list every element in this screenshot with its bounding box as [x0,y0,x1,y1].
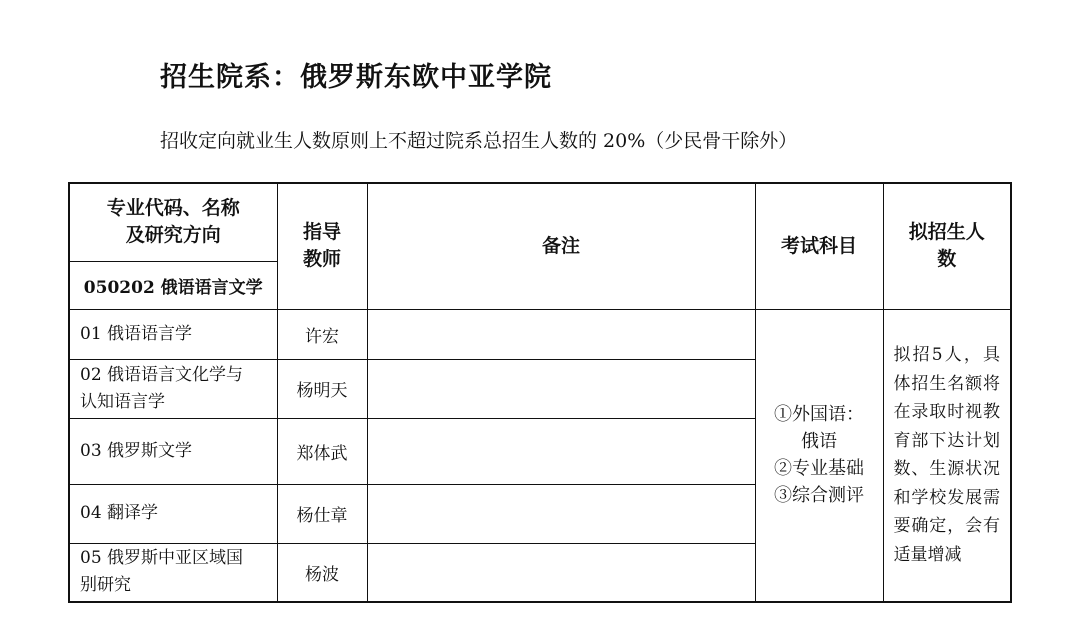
major-code-name: 050202 俄语语言文学 [69,261,277,309]
direction-cell: 05 俄罗斯中亚区域国 别研究 [69,543,277,602]
admission-table [68,182,1012,603]
direction-cell: 04 翻译学 [69,484,277,543]
remark-cell [367,543,755,602]
header-advisor-label: 指导 教师 [302,221,341,271]
advisor-cell: 杨仕章 [277,484,367,543]
header-major-direction [69,183,277,261]
direction-cell: 02 俄语语言文化学与 认知语言学 [69,359,277,418]
page-title: 招生院系：俄罗斯东欧中亚学院 [160,62,552,93]
remark-cell [367,484,755,543]
header-advisor [277,183,367,309]
direction-cell: 01 俄语语言学 [69,309,277,359]
advisor-cell: 郑体武 [277,418,367,484]
table-header-row [69,183,1011,261]
remark-cell [367,418,755,484]
quota-cell: 拟招5人，具体招生名额将在录取时视教育部下达计划数、生源状况和学校发展需要确定，会有适量增减 [883,309,1011,602]
header-major-line2: 及研究方向 [125,224,221,247]
remark-cell [367,359,755,418]
table-row [69,309,1011,359]
advisor-cell: 许宏 [277,309,367,359]
exam-subjects-text: ①外国语： 俄语 ②专业基础 ③综合测评 [774,404,864,507]
header-exam-subjects: 考试科目 [755,183,883,309]
advisor-cell: 杨明天 [277,359,367,418]
direction-cell: 03 俄罗斯文学 [69,418,277,484]
header-quota-label: 拟招生人 数 [908,221,985,271]
header-quota [883,183,1011,309]
admission-note: 招收定向就业生人数原则上不超过院系总招生人数的 20%（少民骨干除外） [160,130,798,152]
exam-subjects-cell [755,309,883,602]
header-remark: 备注 [367,183,755,309]
header-major-line1: 专业代码、名称 [106,197,240,220]
advisor-cell: 杨波 [277,543,367,602]
remark-cell [367,309,755,359]
